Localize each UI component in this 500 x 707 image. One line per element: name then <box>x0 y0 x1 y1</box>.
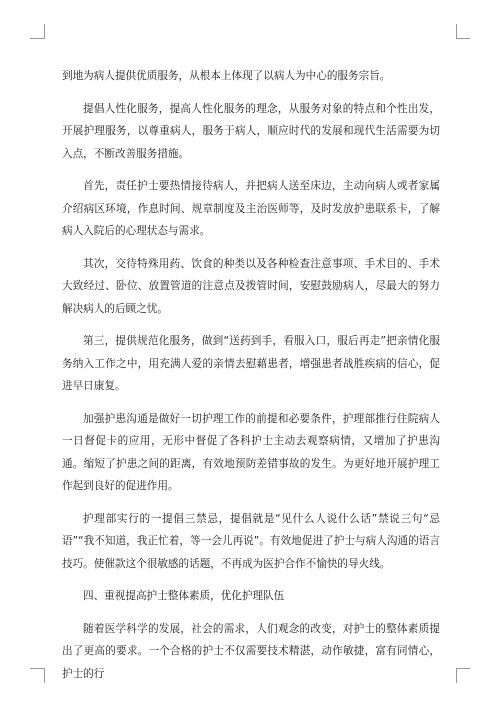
paragraph: 护理部实行的一提倡三禁忌，提倡就是“见什么人说什么话”禁说三句“忌语”“我不知道，我正忙着，等一会儿再说”。有效地促进了护士与病人沟通的语言技巧。使催款这个很敏感的话题，不再成为医护合作不愉快的导火线。 <box>62 512 440 570</box>
paragraph: 首先，责任护士要热情接待病人，并把病人送至床边，主动向病人或者家属介绍病区环境，作息时间、规章制度及主治医师等，及时发放护患联系卡，了解病人入院后的心理状态与需求。 <box>62 180 440 237</box>
paragraph: 其次，交待特殊用药、饮食的种类以及各种检查注意事项、手术目的、手术大致经过、卧位、放置管道的注意点及拨管时间，安慰鼓励病人，尽最大的努力解决病人的后顾之忧。 <box>62 257 440 315</box>
paragraph: 到地为病人提供优质服务，从根本上体现了以病人为中心的服务宗旨。 <box>62 70 391 82</box>
paragraph: 第三，提供规范化服务，做到“送药到手，看服入口，服后再走”把亲情化服务纳入工作之中，用充满人爱的亲情去慰藉患者，增强患者战胜疾病的信心，促进早日康复。 <box>62 335 440 392</box>
paragraph: 随着医学科学的发展，社会的需求，人们观念的改变，对护士的整体素质提出了更高的要求。一个合格的护士不仅需要技术精湛，动作敏捷，富有同情心，护士的行 <box>62 622 440 680</box>
paragraph: 加强护患沟通是做好一切护理工作的前提和必要条件，护理部推行住院病人一日督促卡的应用，无形中督促了各科护士主动去观察病情，又增加了护患沟通。缩短了护患之间的距离，有效地预防差错事故的发生。为更好地开展护理工作起到良好的促进作用。 <box>62 412 440 492</box>
document-body <box>62 65 440 695</box>
paragraph: 提倡人性化服务，提高人性化服务的理念，从服务对象的特点和个性出发，开展护理服务，以尊重病人，服务于病人，顺应时代的发展和现代生活需要为切入点，不断改善服务措施。 <box>62 102 440 160</box>
section-heading: 四、重视提高护士整体素质，优化护理队伍 <box>83 590 285 602</box>
